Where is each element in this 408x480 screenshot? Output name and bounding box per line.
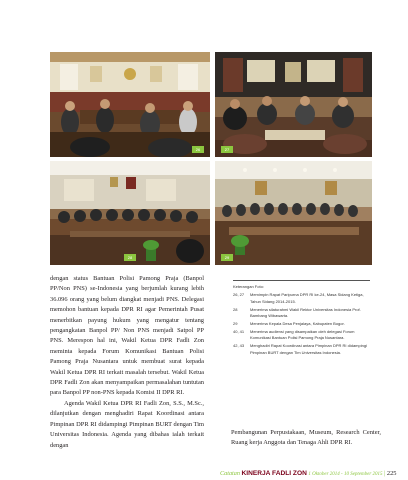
caption-number: 40, 41 (233, 328, 245, 334)
photo-conference-table (50, 161, 210, 265)
caption-text: Memimpin Rapat Paripurna DPR RI ke-24, Masa Sidang Ketiga, Tahun Sidang 2014-2015. (250, 292, 364, 304)
photo-plenary-podium-image (50, 52, 210, 157)
caption-number: 28 (233, 306, 238, 312)
photo-number-label: 26 (192, 146, 204, 153)
caption-divider (233, 280, 370, 281)
caption-text: Menerima audiensi yang disampaikan oleh delegasi Forum Komunikasi Bantuan Polisi Pamong Praja Nusantara. (250, 328, 355, 341)
caption-item (233, 307, 373, 320)
photo-captions (233, 280, 373, 358)
caption-item (233, 343, 373, 356)
caption-number: 42, 43 (233, 343, 245, 349)
photo-number-label: 29 (221, 254, 233, 261)
photo-number-label: 28 (124, 254, 136, 261)
photo-meeting-room-image (215, 52, 372, 157)
page-footer (220, 470, 396, 477)
photo-conference-table-image (50, 161, 210, 265)
photo-plenary-podium (50, 52, 210, 157)
caption-number: 26, 27 (233, 292, 245, 298)
caption-text: Menerima Kepala Desa Penjalaya, Kabupaten Bogor. (250, 321, 345, 327)
footer-separator: | (384, 470, 386, 477)
photo-meeting-hall (215, 161, 372, 265)
photo-number-label: 27 (221, 146, 233, 153)
caption-text: Menerima silaturahmi Wakil Rektor Universitas Indonesia Prof. Bambang Wibawarta. (250, 306, 361, 319)
photo-meeting-room (215, 52, 372, 157)
footer-catatan: Catatan (220, 470, 240, 477)
caption-number: 29 (233, 321, 238, 327)
body-text-left (50, 274, 204, 451)
footer-period: 1 Oktober 2014 - 10 September 2015 (308, 472, 383, 477)
caption-item (233, 321, 373, 327)
caption-heading: Keterangan Foto: (233, 284, 264, 289)
page-number: 225 (386, 470, 397, 477)
footer-title: KINERJA FADLI ZON (241, 470, 307, 477)
body-paragraph: Agenda Wakil Ketua DPR RI Fadli Zon, S.S., M.Sc., dilanjutkan dengan menghadiri Rapat Koordinasi antara Pimpinan DPR RI didampingi Pimpinan BURT dengan Tim Universitas Indonesia. Agenda yang dibahas ialah terkait dengan (50, 399, 204, 449)
body-text-right: Pembangunan Perpustakaan, Museum, Research Center, Ruang kerja Anggota dan Tenaga Ahli DPR RI. (231, 429, 381, 447)
caption-text: Menghadiri Rapat Koordinasi antara Pimpinan DPR RI didampingi Pimpinan BURT dengan Tim Universitas Indonesia. (250, 343, 367, 355)
caption-item (233, 329, 373, 342)
photo-meeting-hall-image (215, 161, 372, 265)
caption-item (233, 292, 373, 305)
body-paragraph: dengan status Bantuan Polisi Pamong Praja (Banpol PP/Non PNS) se-Indonesia yang berjumlah kurang lebih 36.096 orang yang belum diangkat menjadi PNS. Delegasi memohon bantuan kepada DPR RI agar Pemerintah Pusat menerbitkan payung hukum yang mengatur tentang pengangkatan Banpol PP/ Non PNS menjadi Satpol PP PNS. Merespon hal ini, Wakil Ketua DPR Fadli Zon meminta kepada Forum Komunikasi Bantuan Polisi Pamong Praja Nusantara untuk membuat surat kepada Wakil Ketua DPR RI terkait masalah tersebut. Wakil Ketua DPR Fadli Zon akan menyampaikan permasalahan tuntutan para Banpol PP non-PNS kepada Komisi II DPR RI. (50, 275, 204, 397)
